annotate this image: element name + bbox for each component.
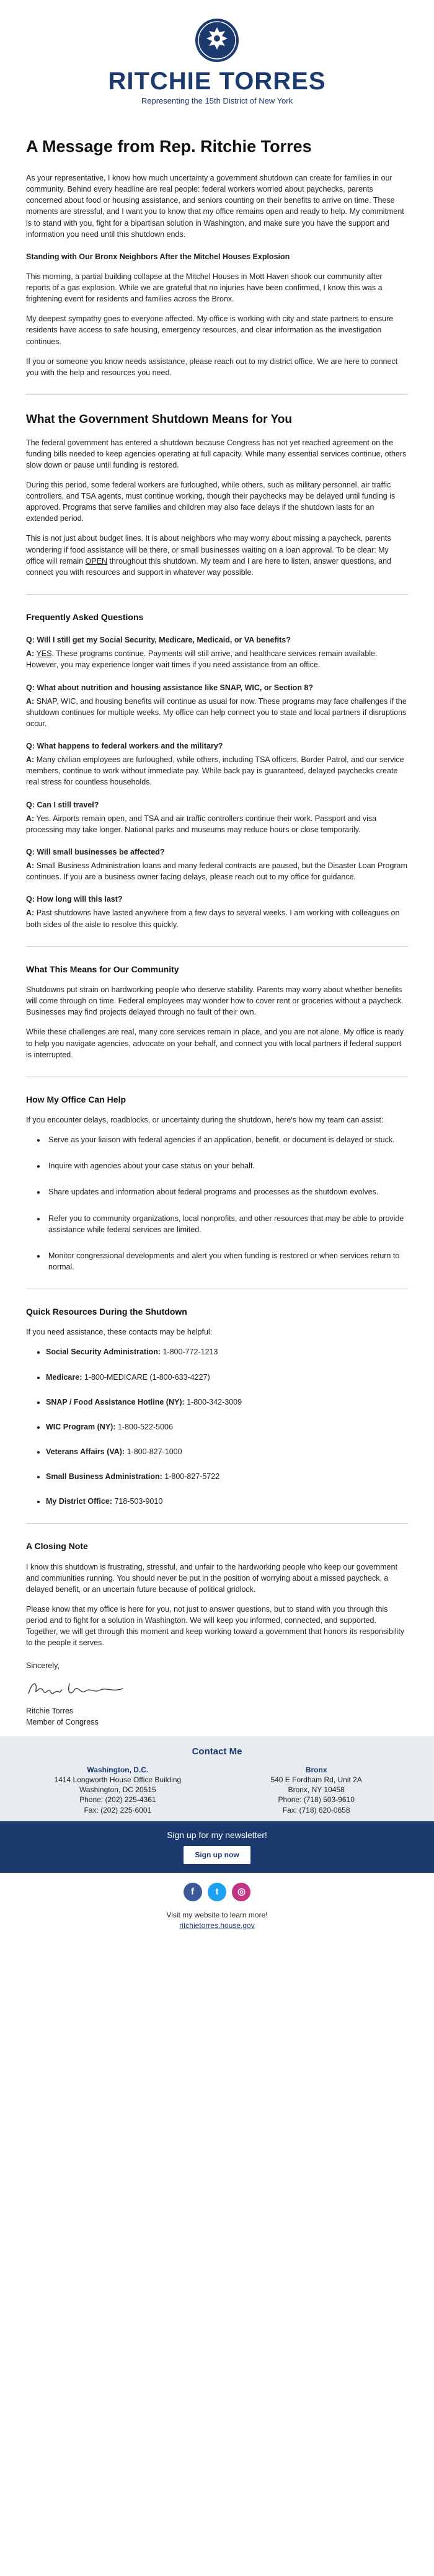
contact-section — [0, 1736, 434, 1821]
help-intro: If you encounter delays, roadblocks, or uncertainty during the shutdown, here's how my team can assist: — [26, 1116, 384, 1125]
signup-text: Sign up for my newsletter! — [167, 1829, 267, 1840]
resources-list — [26, 1346, 408, 1507]
resource-phone[interactable]: 718-503-9010 — [112, 1497, 163, 1506]
brand-subtitle: Representing the 15th District of New York — [141, 96, 293, 106]
answer-label: A: — [26, 649, 35, 659]
answer-label: A: — [26, 861, 35, 871]
resource-name: Veterans Affairs (VA): — [46, 1447, 125, 1456]
resource-name: My District Office: — [46, 1497, 112, 1506]
faq-question: Q: How long will this last? — [26, 895, 123, 904]
faq-question: Q: What about nutrition and housing assistance like SNAP, WIC, or Section 8? — [26, 683, 314, 692]
office-dc — [26, 1765, 210, 1815]
help-item: • Monitor congressional developments and alert you when funding is restored or when services return to normal. — [46, 1250, 408, 1272]
footer — [0, 1905, 434, 1940]
shutdown-text: This is not just about budget lines. It is about neighbors who may worry about missing a paycheck, parents wondering if food assistance will be there, or small businesses waiting on a loan approval. To be clear: My office will remain — [26, 534, 391, 566]
office-city: Washington, DC 20515 — [79, 1785, 156, 1795]
shutdown-heading: What the Government Shutdown Means for You — [26, 412, 292, 426]
help-list — [26, 1134, 408, 1272]
shutdown-text: throughout this shutdown. My team and I are here to listen, answer questions, and connect you with resources and support in whatever way possible. — [26, 556, 391, 577]
resources-intro: If you need assistance, these contacts may be helpful: — [26, 1328, 213, 1337]
signer-role: Member of Congress — [26, 1717, 99, 1726]
explosion-paragraph: This morning, a partial building collapse at the Mitchel Houses in Mott Haven shook our community after reports of a gas explosion. While we are grateful that no injuries have been confirmed, I know this was a frightening event for residents and families across the Bronx. — [26, 272, 383, 304]
resource-item — [46, 1496, 408, 1507]
section-divider — [26, 394, 408, 395]
website-link[interactable]: ritchietorres.house.gov — [179, 1921, 255, 1930]
section-divider — [26, 1523, 408, 1524]
answer-text: Small Business Administration loans and many federal contracts are paused, but the Disaster Loan Program continues. If you are a business owner facing delays, please reach out to my office for guidance. — [26, 861, 407, 882]
social-links — [0, 1873, 434, 1905]
resources-heading: Quick Resources During the Shutdown — [26, 1307, 187, 1317]
resource-phone[interactable]: 1-800-MEDICARE (1-800-633-4227) — [82, 1372, 210, 1382]
faq-answer — [26, 813, 408, 835]
faq-answer — [26, 648, 408, 670]
faq-answer — [26, 754, 408, 788]
intro-paragraph: As your representative, I know how much uncertainty a government shutdown can create for families in our community. Behind every headline are real people: federal workers worried about paychecks, parents concerned about food or housing assistance, and seniors counting on their benefits to arrive on time. These moments are stressful, and I want you to know that my office remains open and ready to help. My commitment is to stand with you, fight for a bipartisan solution in Washington, and make sure you have the support and information you need until this shutdown ends. — [26, 174, 404, 239]
faq-heading: Frequently Asked Questions — [26, 611, 144, 622]
office-phone[interactable]: Phone: (718) 503-9610 — [278, 1795, 355, 1805]
resource-phone[interactable]: 1-800-827-5722 — [162, 1472, 220, 1481]
resource-phone[interactable]: 1-800-772-1213 — [161, 1348, 218, 1357]
resource-item — [46, 1421, 408, 1432]
office-address: 1414 Longworth House Office Building — [54, 1775, 182, 1784]
community-heading: What This Means for Our Community — [26, 964, 179, 974]
congressional-seal-icon — [194, 17, 240, 63]
office-bronx — [224, 1765, 408, 1815]
answer-label: A: — [26, 908, 35, 918]
instagram-icon[interactable]: ◎ — [232, 1883, 250, 1901]
office-name: Bronx — [305, 1765, 327, 1774]
resource-item — [46, 1471, 408, 1482]
answer-label: A: — [26, 755, 35, 765]
contact-heading: Contact Me — [192, 1746, 242, 1757]
twitter-icon[interactable]: t — [208, 1883, 226, 1901]
community-paragraph: While these challenges are real, many core services remain in place, and you are not alone. My office is ready to help you navigate agencies, advocate on your behalf, and connect you with local partners if federal support is interrupted. — [26, 1028, 404, 1059]
brand-name: RITCHIE TORRES — [108, 68, 326, 95]
facebook-icon[interactable]: f — [184, 1883, 202, 1901]
resource-name: Small Business Administration: — [46, 1472, 162, 1481]
shutdown-paragraph: The federal government has entered a shutdown because Congress has not yet reached agreement on the funding bills needed to keep agencies operating at full capacity. While many essential services continue, others slow down or pause until funding is restored. — [26, 438, 407, 469]
answer-text: Past shutdowns have lasted anywhere from a few days to several weeks. I am working with colleagues on both sides of the aisle to resolve this quickly. — [26, 908, 400, 929]
resource-item — [46, 1446, 408, 1457]
help-item: • Share updates and information about federal programs and processes as the shutdown evolves. — [46, 1186, 408, 1197]
community-paragraph: Shutdowns put strain on hardworking people who deserve stability. Parents may worry about whether benefits will come through on time. Federal employees may wonder how to cover rent or groceries without a paycheck. Businesses may find projects delayed through no fault of their own. — [26, 985, 404, 1017]
newsletter-header — [0, 0, 434, 123]
answer-label: A: — [26, 814, 35, 823]
resource-name: WIC Program (NY): — [46, 1422, 116, 1431]
faq-question: Q: Will small businesses be affected? — [26, 847, 165, 856]
resource-name: Social Security Administration: — [46, 1348, 161, 1357]
resource-phone[interactable]: 1-800-342-3009 — [184, 1397, 242, 1406]
newsletter-signup — [0, 1821, 434, 1873]
resource-name: Medicare: — [46, 1372, 82, 1382]
answer-text: Yes. Airports remain open, and TSA and air traffic controllers continue their work. Passport and visa processing may take longer. National parks and museums may reduce hours or close temporarily. — [26, 814, 377, 834]
explosion-paragraph: My deepest sympathy goes to everyone affected. My office is working with city and state partners to ensure residents have access to safe housing, emergency resources, and clear information as the investigation continues. — [26, 314, 394, 346]
resource-item — [46, 1397, 408, 1408]
shutdown-paragraph — [26, 533, 408, 578]
offices — [26, 1765, 408, 1815]
office-fax: Fax: (202) 225-6001 — [84, 1805, 152, 1814]
help-item: • Inquire with agencies about your case status on your behalf. — [46, 1160, 408, 1171]
section-divider — [26, 594, 408, 595]
faq-question: Q: Can I still travel? — [26, 800, 99, 809]
resource-phone[interactable]: 1-800-522-5006 — [115, 1422, 173, 1431]
closing-paragraph: I know this shutdown is frustrating, stressful, and unfair to the hardworking people who keep our government and communities running. You should never be put in the position of worrying about a missed paycheck, a delayed benefit, or an uncertain future because of political gridlock. — [26, 1562, 397, 1594]
resource-item — [46, 1372, 408, 1383]
resource-name: SNAP / Food Assistance Hotline (NY): — [46, 1397, 185, 1406]
main-content — [0, 135, 434, 1728]
closing-heading: A Closing Note — [26, 1541, 88, 1552]
open-emphasis: OPEN — [85, 556, 108, 566]
office-name: Washington, D.C. — [87, 1765, 149, 1774]
shutdown-paragraph: During this period, some federal workers are furloughed, while others, such as military personnel, air traffic controllers, and TSA agents, must continue working, though their paychecks may be delayed until funding is approved. Programs that serve families and children may also face delays if the shutdown lasts for an extended period. — [26, 480, 396, 523]
faq-answer — [26, 696, 408, 729]
office-fax: Fax: (718) 620-0658 — [282, 1805, 350, 1814]
section-divider — [26, 946, 408, 947]
explosion-heading: Standing with Our Bronx Neighbors After the Mitchel Houses Explosion — [26, 252, 290, 261]
answer-text: . These programs continue. Payments will still arrive, and healthcare services remain available. However, you may experience longer wait times if you need assistance from an office. — [26, 649, 378, 670]
signup-button[interactable]: Sign up now — [184, 1846, 250, 1864]
help-item: • Refer you to community organizations, local nonprofits, and other resources that may be able to provide assistance while federal services are limited. — [46, 1213, 408, 1235]
faq-answer — [26, 907, 408, 930]
closing-paragraph: Please know that my office is here for you, not just to answer questions, but to stand with you through this period and to fight for a solution in Washington. We will keep you informed, connected, and supported. Together, we will get through this moment and keep working toward a government that honors its responsibility to the people it serves. — [26, 1605, 405, 1648]
office-phone[interactable]: Phone: (202) 225-4361 — [79, 1795, 156, 1805]
explosion-paragraph: If you or someone you know needs assistance, please reach out to my district office. We are here to connect you with the help and resources you need. — [26, 357, 398, 377]
sincerely-text: Sincerely, — [26, 1661, 60, 1670]
help-heading: How My Office Can Help — [26, 1094, 126, 1104]
resource-item — [46, 1346, 408, 1357]
page-title: A Message from Rep. Ritchie Torres — [26, 136, 312, 156]
faq-answer — [26, 860, 408, 882]
faq-question: Q: Will I still get my Social Security, Medicare, Medicaid, or VA benefits? — [26, 636, 291, 645]
resource-phone[interactable]: 1-800-827-1000 — [125, 1447, 182, 1456]
answer-label: A: — [26, 696, 35, 706]
signer-name: Ritchie Torres — [26, 1706, 74, 1715]
office-address: 540 E Fordham Rd, Unit 2A — [270, 1775, 362, 1784]
faq-question: Q: What happens to federal workers and the military? — [26, 742, 223, 751]
help-item: • Serve as your liaison with federal agencies if an application, benefit, or document is delayed or stuck. — [46, 1134, 408, 1145]
signature-block — [26, 1660, 408, 1728]
answer-text: SNAP, WIC, and housing benefits will continue as usual for now. These programs may face challenges if the shutdown continues for multiple weeks. My office can help connect you to state and local partners if disruptions occur. — [26, 696, 407, 728]
yes-emphasis: YES — [36, 649, 52, 659]
footer-text: Visit my website to learn more! — [166, 1911, 268, 1920]
handwritten-signature-icon — [26, 1677, 125, 1700]
answer-text: Many civilian employees are furloughed, while others, including TSA officers, Border Patrol, and our service members, continue to work without immediate pay. While back pay is guaranteed, delayed paychecks create real stress for countless households. — [26, 755, 404, 787]
office-city: Bronx, NY 10458 — [288, 1785, 345, 1795]
